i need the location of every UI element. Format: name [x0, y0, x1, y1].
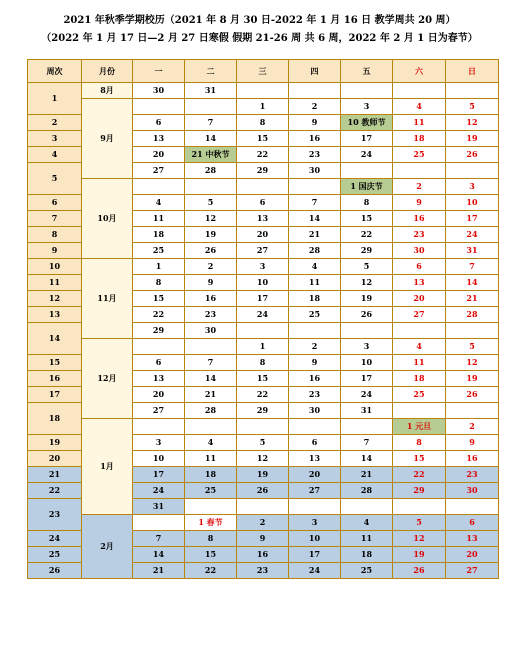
day-cell-sun [446, 403, 499, 419]
day-cell-fri: 29 [341, 243, 393, 259]
week-number-cell: 17 [28, 387, 82, 403]
day-cell-sun: 27 [446, 563, 499, 579]
day-cell-sat [393, 323, 446, 339]
day-cell-wed: 23 [237, 563, 289, 579]
day-cell-mon: 13 [133, 131, 185, 147]
day-cell-sat: 26 [393, 563, 446, 579]
week-number-cell: 26 [28, 563, 82, 579]
day-cell-thu: 2 [289, 99, 341, 115]
day-cell-tue: 18 [185, 467, 237, 483]
day-cell-wed: 5 [237, 435, 289, 451]
day-cell-wed: 15 [237, 371, 289, 387]
week-number-cell: 2 [28, 115, 82, 131]
day-cell-sat: 22 [393, 467, 446, 483]
header-row [28, 60, 499, 83]
day-cell-sat: 20 [393, 291, 446, 307]
day-cell-fri: 21 [341, 467, 393, 483]
day-cell-thu: 25 [289, 307, 341, 323]
day-cell-sat [393, 499, 446, 515]
day-cell-sat: 18 [393, 131, 446, 147]
week-number-cell: 22 [28, 483, 82, 499]
day-cell-fri: 8 [341, 195, 393, 211]
day-cell-mon: 31 [133, 499, 185, 515]
day-cell-wed: 20 [237, 227, 289, 243]
day-cell-fri [341, 323, 393, 339]
day-cell-sat: 13 [393, 275, 446, 291]
month-cell: 9月 [82, 99, 133, 179]
day-cell-sun: 16 [446, 451, 499, 467]
day-cell-tue: 14 [185, 371, 237, 387]
day-cell-sat: 4 [393, 99, 446, 115]
week-number-cell: 12 [28, 291, 82, 307]
header-wed: 三 [237, 60, 289, 83]
day-cell-wed [237, 323, 289, 339]
week-number-cell: 23 [28, 499, 82, 531]
day-cell-tue: 16 [185, 291, 237, 307]
day-cell-fri: 15 [341, 211, 393, 227]
day-cell-sun [446, 323, 499, 339]
week-number-cell: 4 [28, 147, 82, 163]
day-cell-tue: 12 [185, 211, 237, 227]
day-cell-thu: 18 [289, 291, 341, 307]
day-cell-sun: 13 [446, 531, 499, 547]
day-cell-fri: 24 [341, 387, 393, 403]
day-cell-fri: 4 [341, 515, 393, 531]
day-cell-wed [237, 499, 289, 515]
day-cell-mon [133, 419, 185, 435]
day-cell-wed: 9 [237, 531, 289, 547]
day-cell-thu [289, 419, 341, 435]
day-cell-tue: 5 [185, 195, 237, 211]
day-cell-thu: 16 [289, 131, 341, 147]
day-cell-thu: 13 [289, 451, 341, 467]
day-cell-sun: 28 [446, 307, 499, 323]
day-cell-tue: 28 [185, 163, 237, 179]
day-cell-tue [185, 179, 237, 195]
day-cell-wed: 19 [237, 467, 289, 483]
day-cell-mon: 22 [133, 307, 185, 323]
day-cell-fri: 22 [341, 227, 393, 243]
day-cell-wed: 22 [237, 387, 289, 403]
day-cell-thu: 2 [289, 339, 341, 355]
day-cell-sun: 26 [446, 147, 499, 163]
day-cell-mon [133, 179, 185, 195]
calendar-body [28, 60, 499, 579]
day-cell-sun: 20 [446, 547, 499, 563]
day-cell-tue: 4 [185, 435, 237, 451]
day-cell-thu: 16 [289, 371, 341, 387]
day-cell-wed: 8 [237, 355, 289, 371]
day-cell-sun: 26 [446, 387, 499, 403]
day-cell-tue: 21 中秋节 [185, 147, 237, 163]
day-cell-thu: 24 [289, 563, 341, 579]
header-week: 周次 [28, 60, 82, 83]
day-cell-wed: 6 [237, 195, 289, 211]
day-cell-wed: 29 [237, 163, 289, 179]
day-cell-thu: 27 [289, 483, 341, 499]
day-cell-mon: 21 [133, 563, 185, 579]
week-number-cell: 1 [28, 83, 82, 115]
week-number-cell: 18 [28, 403, 82, 435]
week-number-cell: 5 [28, 163, 82, 195]
day-cell-sat: 16 [393, 211, 446, 227]
month-cell: 10月 [82, 179, 133, 259]
day-cell-wed: 1 [237, 339, 289, 355]
day-cell-wed: 24 [237, 307, 289, 323]
day-cell-tue: 21 [185, 387, 237, 403]
week-number-cell: 19 [28, 435, 82, 451]
day-cell-fri [341, 83, 393, 99]
day-cell-wed: 15 [237, 131, 289, 147]
day-cell-tue: 15 [185, 547, 237, 563]
day-cell-sun: 19 [446, 371, 499, 387]
day-cell-mon: 17 [133, 467, 185, 483]
header-fri: 五 [341, 60, 393, 83]
table-row [28, 83, 499, 99]
day-cell-fri: 31 [341, 403, 393, 419]
header-sun: 日 [446, 60, 499, 83]
day-cell-fri [341, 499, 393, 515]
day-cell-tue: 7 [185, 115, 237, 131]
day-cell-sun: 31 [446, 243, 499, 259]
day-cell-sun: 23 [446, 467, 499, 483]
month-cell: 1月 [82, 419, 133, 515]
day-cell-wed: 13 [237, 211, 289, 227]
day-cell-wed: 8 [237, 115, 289, 131]
day-cell-fri: 10 [341, 355, 393, 371]
day-cell-sat [393, 403, 446, 419]
week-number-cell: 14 [28, 323, 82, 355]
day-cell-sun: 24 [446, 227, 499, 243]
day-cell-sat: 11 [393, 115, 446, 131]
day-cell-sun: 5 [446, 339, 499, 355]
day-cell-mon: 20 [133, 387, 185, 403]
day-cell-fri: 17 [341, 131, 393, 147]
week-number-cell: 15 [28, 355, 82, 371]
day-cell-mon: 27 [133, 163, 185, 179]
week-number-cell: 21 [28, 467, 82, 483]
day-cell-wed: 12 [237, 451, 289, 467]
day-cell-wed: 27 [237, 243, 289, 259]
week-number-cell: 6 [28, 195, 82, 211]
week-number-cell: 3 [28, 131, 82, 147]
day-cell-fri: 19 [341, 291, 393, 307]
week-number-cell: 11 [28, 275, 82, 291]
day-cell-fri: 7 [341, 435, 393, 451]
day-cell-tue: 31 [185, 83, 237, 99]
day-cell-tue: 26 [185, 243, 237, 259]
day-cell-thu: 10 [289, 531, 341, 547]
day-cell-mon [133, 339, 185, 355]
day-cell-tue: 11 [185, 451, 237, 467]
day-cell-tue [185, 419, 237, 435]
month-cell: 11月 [82, 259, 133, 339]
week-number-cell: 8 [28, 227, 82, 243]
day-cell-mon: 25 [133, 243, 185, 259]
day-cell-tue: 8 [185, 531, 237, 547]
day-cell-tue: 25 [185, 483, 237, 499]
day-cell-thu [289, 323, 341, 339]
day-cell-sat: 6 [393, 259, 446, 275]
day-cell-wed: 17 [237, 291, 289, 307]
header-sat: 六 [393, 60, 446, 83]
day-cell-wed [237, 179, 289, 195]
day-cell-wed: 16 [237, 547, 289, 563]
day-cell-mon: 18 [133, 227, 185, 243]
day-cell-fri: 14 [341, 451, 393, 467]
day-cell-mon: 10 [133, 451, 185, 467]
day-cell-tue [185, 99, 237, 115]
day-cell-tue: 9 [185, 275, 237, 291]
day-cell-wed [237, 419, 289, 435]
day-cell-thu: 6 [289, 435, 341, 451]
day-cell-thu [289, 499, 341, 515]
day-cell-sat: 29 [393, 483, 446, 499]
day-cell-thu: 30 [289, 403, 341, 419]
day-cell-sat: 5 [393, 515, 446, 531]
day-cell-sat: 30 [393, 243, 446, 259]
day-cell-tue [185, 339, 237, 355]
day-cell-sun: 10 [446, 195, 499, 211]
day-cell-wed [237, 83, 289, 99]
day-cell-thu: 20 [289, 467, 341, 483]
day-cell-mon: 30 [133, 83, 185, 99]
month-cell: 12月 [82, 339, 133, 419]
day-cell-sun: 6 [446, 515, 499, 531]
day-cell-mon [133, 515, 185, 531]
day-cell-sat [393, 163, 446, 179]
day-cell-mon: 11 [133, 211, 185, 227]
day-cell-thu: 23 [289, 387, 341, 403]
week-number-cell: 10 [28, 259, 82, 275]
school-calendar-table [27, 59, 499, 579]
day-cell-sat: 15 [393, 451, 446, 467]
day-cell-sun: 19 [446, 131, 499, 147]
table-row [28, 179, 499, 195]
day-cell-mon: 20 [133, 147, 185, 163]
day-cell-sun: 7 [446, 259, 499, 275]
day-cell-wed: 22 [237, 147, 289, 163]
day-cell-mon: 3 [133, 435, 185, 451]
day-cell-thu: 21 [289, 227, 341, 243]
day-cell-fri: 3 [341, 99, 393, 115]
day-cell-thu: 4 [289, 259, 341, 275]
day-cell-tue: 28 [185, 403, 237, 419]
day-cell-wed: 10 [237, 275, 289, 291]
day-cell-sun: 17 [446, 211, 499, 227]
day-cell-fri [341, 163, 393, 179]
day-cell-sun: 5 [446, 99, 499, 115]
week-number-cell: 25 [28, 547, 82, 563]
day-cell-thu: 9 [289, 355, 341, 371]
day-cell-mon [133, 99, 185, 115]
day-cell-mon: 15 [133, 291, 185, 307]
day-cell-tue: 23 [185, 307, 237, 323]
day-cell-sun [446, 499, 499, 515]
day-cell-fri: 28 [341, 483, 393, 499]
day-cell-sun: 2 [446, 419, 499, 435]
day-cell-sat [393, 83, 446, 99]
day-cell-sat: 11 [393, 355, 446, 371]
week-number-cell: 16 [28, 371, 82, 387]
table-row [28, 339, 499, 355]
day-cell-fri: 17 [341, 371, 393, 387]
day-cell-fri: 1 国庆节 [341, 179, 393, 195]
day-cell-sun: 14 [446, 275, 499, 291]
day-cell-fri: 26 [341, 307, 393, 323]
day-cell-thu: 30 [289, 163, 341, 179]
day-cell-sun: 3 [446, 179, 499, 195]
day-cell-thu: 3 [289, 515, 341, 531]
day-cell-mon: 24 [133, 483, 185, 499]
day-cell-mon: 14 [133, 547, 185, 563]
calendar-subtitle: （2022 年 1 月 17 日—2 月 27 日寒假 假期 21-26 周 共 6 周，2022 年 2 月 1 日为春节） [41, 33, 478, 44]
day-cell-wed: 29 [237, 403, 289, 419]
month-cell: 8月 [82, 83, 133, 99]
day-cell-sat: 27 [393, 307, 446, 323]
day-cell-thu: 23 [289, 147, 341, 163]
day-cell-sat: 18 [393, 371, 446, 387]
day-cell-sat: 19 [393, 547, 446, 563]
day-cell-mon: 6 [133, 355, 185, 371]
day-cell-sat: 8 [393, 435, 446, 451]
week-number-cell: 24 [28, 531, 82, 547]
day-cell-fri: 11 [341, 531, 393, 547]
day-cell-thu [289, 83, 341, 99]
table-row [28, 259, 499, 275]
day-cell-wed: 2 [237, 515, 289, 531]
day-cell-fri: 10 教师节 [341, 115, 393, 131]
day-cell-sun [446, 83, 499, 99]
day-cell-sun: 12 [446, 115, 499, 131]
day-cell-mon: 13 [133, 371, 185, 387]
day-cell-tue: 14 [185, 131, 237, 147]
day-cell-tue: 2 [185, 259, 237, 275]
day-cell-sun: 21 [446, 291, 499, 307]
table-row [28, 515, 499, 531]
day-cell-thu: 7 [289, 195, 341, 211]
day-cell-tue: 1 春节 [185, 515, 237, 531]
day-cell-sun: 30 [446, 483, 499, 499]
day-cell-mon: 4 [133, 195, 185, 211]
day-cell-sun: 9 [446, 435, 499, 451]
day-cell-tue: 22 [185, 563, 237, 579]
day-cell-thu: 9 [289, 115, 341, 131]
day-cell-wed: 1 [237, 99, 289, 115]
day-cell-tue: 30 [185, 323, 237, 339]
day-cell-tue [185, 499, 237, 515]
calendar-title: 2021 年秋季学期校历（2021 年 8 月 30 日-2022 年 1 月 16 日 教学周共 20 周） [63, 15, 456, 26]
week-number-cell: 13 [28, 307, 82, 323]
header-mon: 一 [133, 60, 185, 83]
day-cell-sun [446, 163, 499, 179]
day-cell-sat: 25 [393, 387, 446, 403]
day-cell-sun: 12 [446, 355, 499, 371]
day-cell-mon: 27 [133, 403, 185, 419]
day-cell-sat: 25 [393, 147, 446, 163]
day-cell-thu [289, 179, 341, 195]
day-cell-thu: 28 [289, 243, 341, 259]
day-cell-sat: 12 [393, 531, 446, 547]
day-cell-thu: 14 [289, 211, 341, 227]
week-number-cell: 9 [28, 243, 82, 259]
day-cell-fri: 24 [341, 147, 393, 163]
day-cell-fri: 25 [341, 563, 393, 579]
day-cell-thu: 17 [289, 547, 341, 563]
day-cell-fri: 18 [341, 547, 393, 563]
day-cell-fri: 3 [341, 339, 393, 355]
table-row [28, 419, 499, 435]
day-cell-fri: 12 [341, 275, 393, 291]
day-cell-mon: 7 [133, 531, 185, 547]
day-cell-wed: 26 [237, 483, 289, 499]
header-tue: 二 [185, 60, 237, 83]
day-cell-sat: 2 [393, 179, 446, 195]
header-thu: 四 [289, 60, 341, 83]
day-cell-thu: 11 [289, 275, 341, 291]
month-cell: 2月 [82, 515, 133, 579]
day-cell-tue: 7 [185, 355, 237, 371]
day-cell-wed: 3 [237, 259, 289, 275]
day-cell-sat: 4 [393, 339, 446, 355]
header-month: 月份 [82, 60, 133, 83]
day-cell-mon: 8 [133, 275, 185, 291]
day-cell-mon: 6 [133, 115, 185, 131]
day-cell-mon: 29 [133, 323, 185, 339]
day-cell-fri: 5 [341, 259, 393, 275]
day-cell-fri [341, 419, 393, 435]
week-number-cell: 7 [28, 211, 82, 227]
day-cell-sat: 9 [393, 195, 446, 211]
day-cell-tue: 19 [185, 227, 237, 243]
table-row [28, 99, 499, 115]
day-cell-sat: 23 [393, 227, 446, 243]
week-number-cell: 20 [28, 451, 82, 467]
day-cell-mon: 1 [133, 259, 185, 275]
day-cell-sat: 1 元旦 [393, 419, 446, 435]
